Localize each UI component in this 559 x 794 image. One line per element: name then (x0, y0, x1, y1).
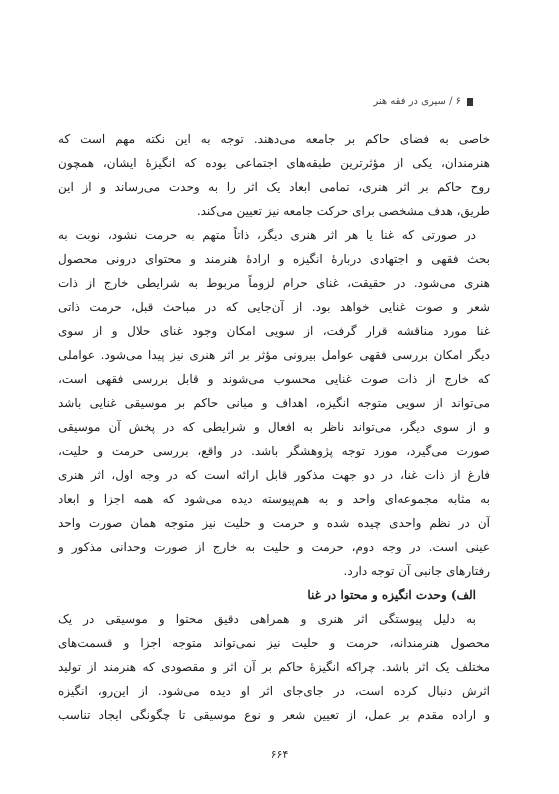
text-line: می‌تواند از سویی متوجه انگیزه، اهداف و مبانی حاکم بر موسیقی غنایی باشد (58, 396, 490, 410)
running-header-title: ۶ / سیری در فقه هنر (373, 96, 461, 107)
text-line: آن در نظم واحدی چیده شده و حرمت و حلیت نیز متوجه همان صورت واحد (58, 516, 490, 530)
text-line: رفتارهای جانبی آن توجه دارد. (343, 564, 490, 578)
header-marker-icon (467, 98, 473, 106)
text-line: محصول هنرمندانه، حرمت و حلیت نیز نمی‌تواند متوجه اجزا و قسمت‌های (58, 636, 490, 650)
page-number: ۶۶۴ (270, 748, 289, 761)
text-line: هنرمندان، یکی از مؤثرترین طبقه‌های اجتماعی بوده که انگیزۀ ایشان، همچون (58, 156, 490, 170)
text-line: فارغ از ذات غنا، در دو جهت مذکور قابل ارائه است که در وجه اول، اثر هنری (58, 468, 490, 482)
text-line: دیگر امکان بررسی فقهی عوامل بیرونی مؤثر بر اثر هنری نیز پیدا می‌شود. عواملی (58, 348, 490, 362)
text-line: خاصی به فضای حاکم بر جامعه می‌دهند. توجه به این نکته مهم است که (58, 132, 490, 146)
text-line: هنری می‌شود. در حقیقت، غنای حرام لزوماً مربوط به شرایطی خارج از ذات (58, 276, 490, 290)
text-line: بحث فقهی و اجتهادی دربارۀ انگیزه و ارادۀ هنرمند و محتوای درونی محصول (58, 252, 490, 266)
section-heading: الف) وحدت انگیزه و محتوا در غنا (307, 588, 476, 602)
running-header (373, 96, 473, 107)
text-line: عینی است. در وجه دوم، حرمت و حلیت به خارج از صورت وحدانی مذکور و (58, 540, 490, 554)
text-line: و اراده مقدم بر عمل، از تعیین شعر و نوع موسیقی تا چگونگی ایجاد تناسب (58, 708, 490, 722)
text-line: صورت می‌گیرد، مورد توجه پژوهشگر باشد. در واقع، بررسی حرمت و حلیت، (58, 444, 490, 458)
text-line: در صورتی که غنا یا هر اثر هنری دیگر، ذاتاً متهم به حرمت نشود، نوبت به (58, 228, 476, 242)
text-line: روح حاکم بر اثر هنری، تمامی ابعاد یک اثر را به وحدت می‌رساند و از این (58, 180, 490, 194)
text-line: و از سوی دیگر، می‌تواند ناظر به افعال و شرایطی که در پخش آن موسیقی (58, 420, 490, 434)
text-line: طریق، هدف مشخصی برای حرکت جامعه نیز تعیین می‌کند. (196, 204, 490, 218)
text-line: شعر و صوت غنایی خواهد بود. از آن‌جایی که در مباحث قبل، حرمت ذاتی (58, 300, 490, 314)
text-line: اثرش دنبال کرده است، در جای‌جای اثر او دیده می‌شود. از این‌رو، انگیزه (58, 684, 490, 698)
body-text (58, 127, 490, 727)
text-line: به دلیل پیوستگی اثر هنری و همراهی دقیق محتوا و موسیقی در یک (58, 612, 476, 626)
text-line: مختلف یک اثر باشد. چراکه انگیزۀ حاکم بر آن اثر و مقصودی که هنرمند از تولید (58, 660, 490, 674)
text-line: به مثابه مجموعه‌ای واحد و به هم‌پیوسته دیده می‌شود که همه اجزا و ابعاد (58, 492, 490, 506)
text-line: غنا مورد مناقشه قرار گرفت، از سویی امکان وجود غنای حلال و از سوی (58, 324, 490, 338)
text-line: که خارج از ذات صوت غنایی محسوب می‌شوند و قابل بررسی فقهی است، (58, 372, 490, 386)
